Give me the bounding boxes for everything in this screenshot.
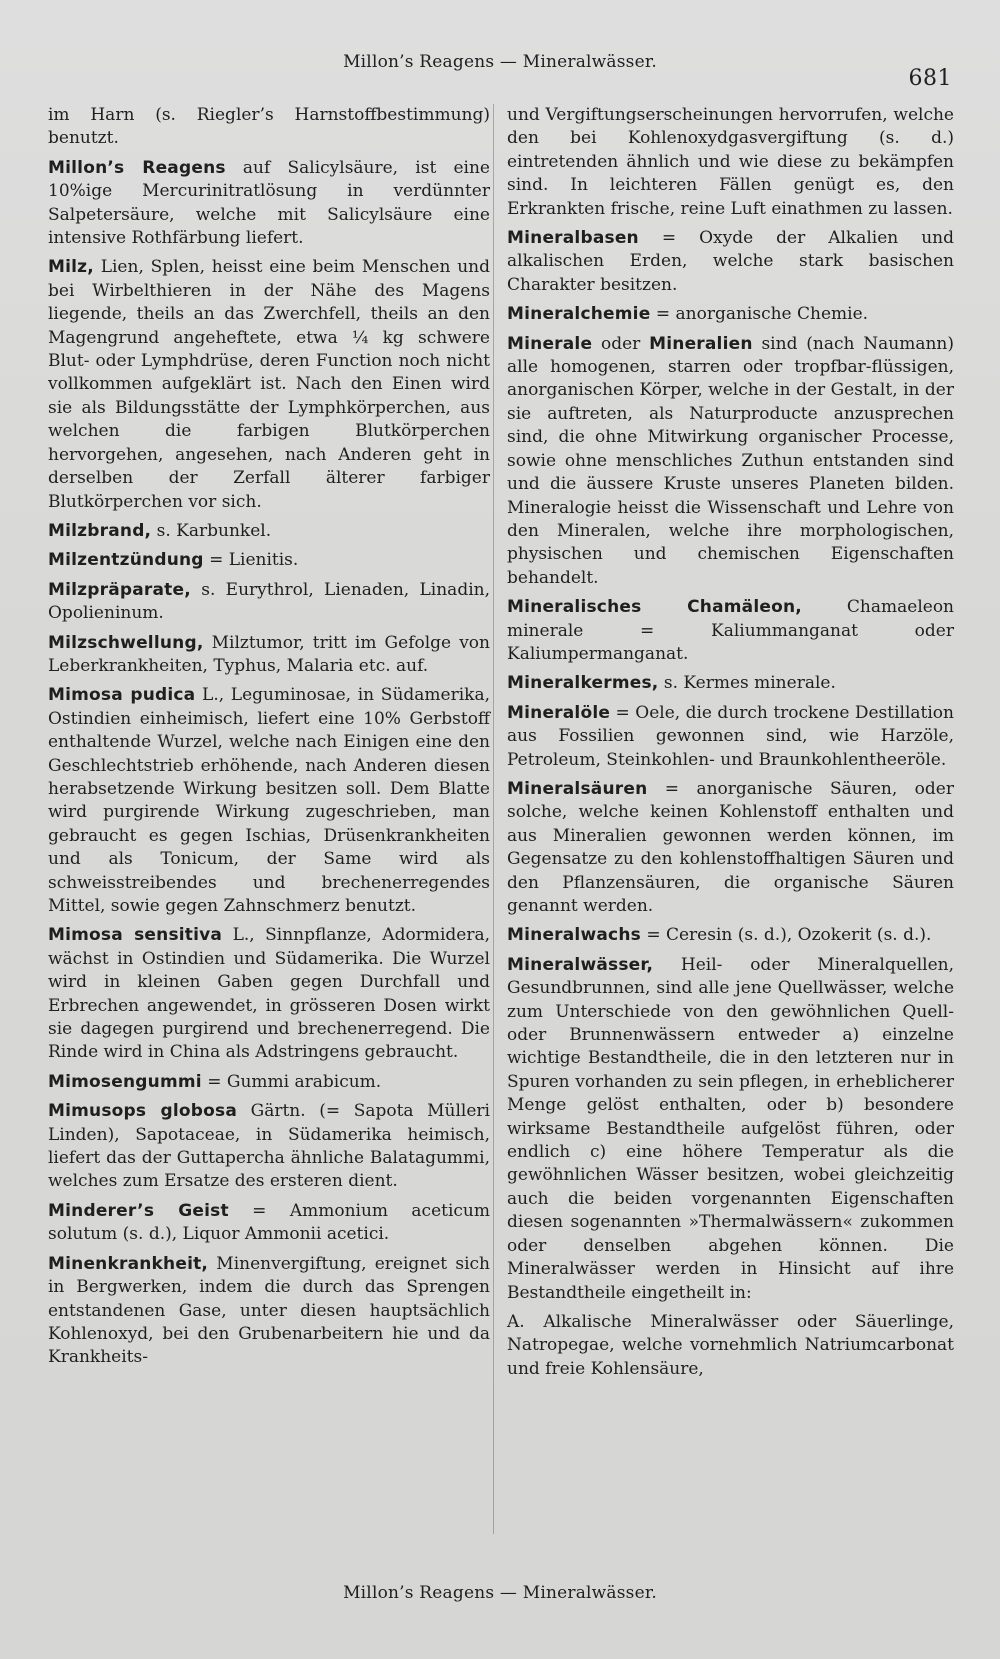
entry-mimusops-globosa: Mimusops globosa Gärtn. (= Sapota Mülleri Linden), Sapotaceae, in Südamerika heimisch, liefert das der Guttapercha ähnliche Balatagummi, welches zum Ersatze des ersteren dient. (48, 1101, 490, 1192)
entry-mineralbasen: Mineralbasen = Oxyde der Alkalien und alkalischen Erden, welche stark basischen Charakter besitzen. (507, 228, 954, 295)
entry-continuation: im Harn (s. Riegler’s Harnstoffbestimmung) benutzt. (48, 105, 490, 149)
entry-mimosengummi: Mimosengummi = Gummi arabicum. (48, 1071, 382, 1092)
entry-mineralsaeuren: Mineralsäuren = anorganische Säuren, oder solche, welche keinen Kohlenstoff enthalten und aus Mineralien gewonnen werden können, im Gegensatze zu den kohlenstoffhaltigen Säuren und den Pflanzensäuren, die organische Säuren genannt werden. (507, 778, 954, 916)
left-column (48, 104, 490, 1376)
entry-milz: Milz, Lien, Splen, heisst eine beim Menschen und bei Wirbelthieren in der Nähe des Magens liegende, theils an das Zwerchfell, theils an den Magengrund angeheftete, etwa ¼ kg schwere Blut- oder Lymphdrüse, deren Function noch nicht vollkommen aufgeklärt ist. Nach den Einen wird sie als Bildungsstätte der Lymphkörperchen, aus welchen die farbigen Blutkörperchen hervorgehen, angesehen, nach Anderen geht in derselben der Zerfall älterer farbiger Blutkörperchen vor sich. (48, 257, 490, 512)
entry-milzpraeparate: Milzpräparate, s. Eurythrol, Lienaden, Linadin, Opolieninum. (48, 579, 490, 624)
column-divider (493, 104, 494, 1534)
entry-minderers-geist: Minderer’s Geist = Ammonium aceticum solutum (s. d.), Liquor Ammonii acetici. (48, 1200, 490, 1245)
entry-mineralwachs: Mineralwachs = Ceresin (s. d.), Ozokerit (s. d.). (507, 925, 932, 946)
entry-minerale: Minerale oder Mineralien sind (nach Naumann) alle homogenen, starren oder tropfbar-flüssigen, anorganischen Körper, welche in der Gestalt, in der sie auftreten, als Naturproducte anzusprechen sind, die ohne Mitwirkung organischer Processe, sowie ohne menschliches Zuthun entstanden sind und die äussere Kruste unseres Planeten bilden. Mineralogie heisst die Wissenschaft und Lehre von den Mineralen, welche ihre morphologischen, physischen und chemischen Eigenschaften behandelt. (507, 333, 954, 588)
right-column (507, 104, 954, 1387)
entry-mineralwaesser: Mineralwässer, Heil- oder Mineralquellen, Gesundbrunnen, sind alle jene Quellwässer, welche zum Unterschiede von den gewöhnlichen Quell- oder Brunnenwässern entweder a) einzelne wichtige Bestandtheile, die in den letzteren nur in Spuren vorhanden zu sein pflegen, in erheblicherer Menge gelöst enthalten, oder b) besondere wirksame Bestandtheile aufgelöst führen, oder endlich c) eine höhere Temperatur als die gewöhnlichen Wässer besitzen, wobei gleichzeitig auch die beiden vorgenannten Eigenschaften diesen sogenannten »Thermalwässern« zukommen oder denselben abgehen können. Die Mineralwässer werden in Hinsicht auf ihre Bestandtheile eingetheilt in: (507, 954, 954, 1303)
entry-alkalische-mineralwaesser: A. Alkalische Mineralwässer oder Säuerlinge, Natropegae, welche vornehmlich Natriumcarbonat und freie Kohlensäure, (507, 1311, 954, 1379)
page-number: 681 (908, 66, 952, 91)
entry-mineralisches-chamaeleon: Mineralisches Chamäleon, Chamaeleon minerale = Kaliummanganat oder Kaliumpermanganat. (507, 597, 954, 664)
running-header: Millon’s Reagens — Mineralwässer. (343, 52, 657, 72)
entry-milzbrand: Milzbrand, s. Karbunkel. (48, 520, 272, 541)
entry-millons-reagens: Millon’s Reagens auf Salicylsäure, ist eine 10%ige Mercurinitratlösung in verdünnter Salpetersäure, welche mit Salicylsäure eine intensive Rothfärbung liefert. (48, 157, 490, 249)
entry-milzentzuendung: Milzentzündung = Lienitis. (48, 550, 299, 571)
entry-mimosa-sensitiva: Mimosa sensitiva L., Sinnpflanze, Adormidera, wächst in Ostindien und Südamerika. Die Wurzel wird in kleinen Gaben gegen Durchfall und Erbrechen angewendet, in grösseren Dosen wirkt sie dagegen purgirend und brechenerregend. Die Rinde wird in China als Adstringens gebraucht. (48, 925, 490, 1063)
entry-mineralchemie: Mineralchemie = anorganische Chemie. (507, 304, 869, 325)
running-footer: Millon’s Reagens — Mineralwässer. (343, 1583, 657, 1603)
entry-mineralkermes: Mineralkermes, s. Kermes minerale. (507, 673, 836, 694)
entry-mineraloele: Mineralöle = Oele, die durch trockene Destillation aus Fossilien gewonnen sind, wie Harzöle, Petroleum, Steinkohlen- und Braunkohlentheeröle. (507, 702, 954, 770)
entry-minenkrankheit: Minenkrankheit, Minenvergiftung, ereignet sich in Bergwerken, indem die durch das Sprengen entstandenen Gase, unter diesen hauptsächlich Kohlenoxyd, bei den Grubenarbeitern hie und da Krankheits- (48, 1253, 490, 1368)
entry-mimosa-pudica: Mimosa pudica L., Leguminosae, in Südamerika, Ostindien einheimisch, liefert eine 10% Gerbstoff enthaltende Wurzel, welche nach Einigen eine den Geschlechtstrieb erhöhende, nach Anderen diesen herabsetzende Wirkung besitzen soll. Dem Blatte wird purgirende Wirkung zugeschrieben, man gebraucht es gegen Ischias, Drüsenkrankheiten und als Tonicum, der Same wird als schweisstreibendes und brechenerregendes Mittel, sowie gegen Zahnschmerz benutzt. (48, 685, 490, 916)
entry-continuation-right: und Vergiftungserscheinungen hervorrufen, welche den bei Kohlenoxydgasvergiftung (s. d.) eintretenden ähnlich und wie diese zu bekämpfen sind. In leichteren Fällen genügt es, den Erkrankten frische, reine Luft einathmen zu lassen. (507, 105, 954, 219)
entry-milzschwellung: Milzschwellung, Milztumor, tritt im Gefolge von Leberkrankheiten, Typhus, Malaria etc. auf. (48, 632, 490, 676)
